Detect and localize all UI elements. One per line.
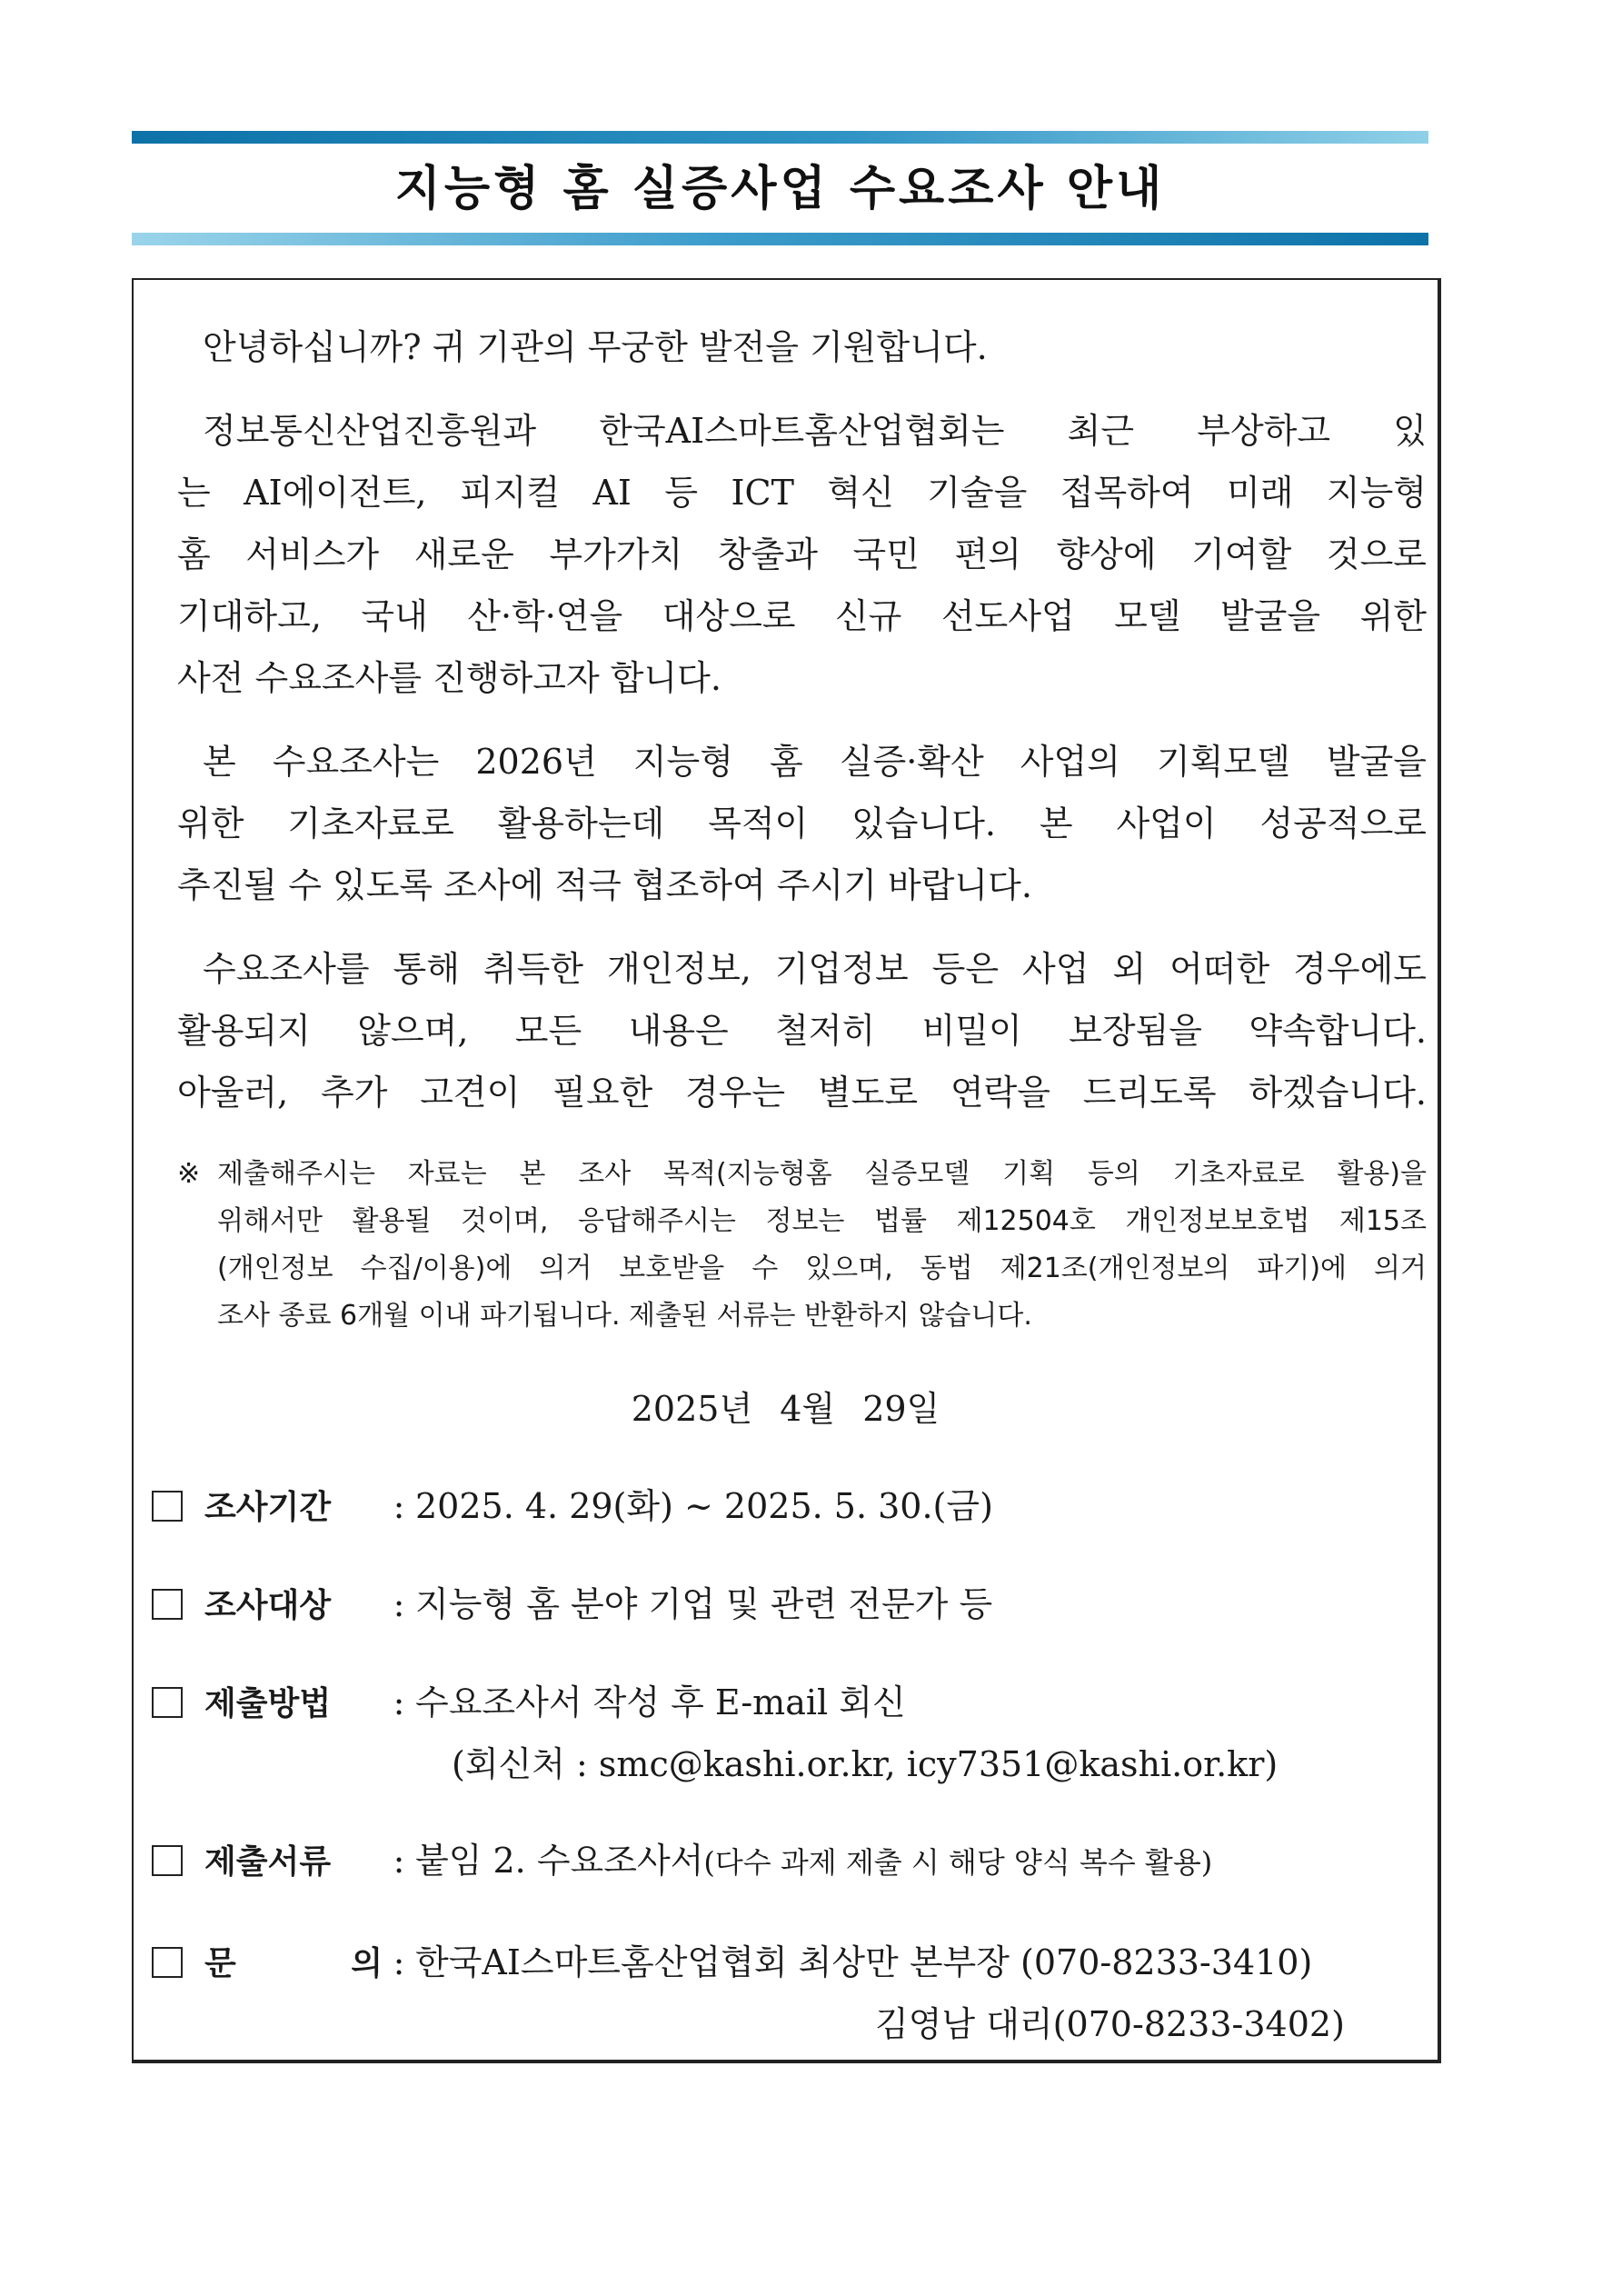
checkbox-icon [152,1845,183,1876]
item-inquiry [152,1932,1424,2054]
item-colon: : [393,1841,405,1881]
paragraph-line: 사전 수요조사를 진행하고자 합니다. [177,658,721,698]
item-target [152,1574,1424,1636]
reply-address: (회신처 : smc@kashi.or.kr, icy7351@kashi.or.kr) [452,1744,1279,1784]
paragraph-line: 추진될 수 있도록 조사에 적극 협조하여 주시기 바랍니다. [177,865,1032,905]
item-colon: : [393,1486,405,1526]
item-colon: : [393,1682,405,1722]
notice-date: 2025년 4월 29일 [631,1389,940,1429]
paragraph-line: 수요조사를 통해 취득한 개인정보, 기업정보 등은 사업 외 어떠한 경우에도 [203,949,1427,989]
paragraph-line: 정보통신산업진흥원과 한국AI스마트홈산업협회는 최근 부상하고 있 [203,411,1427,451]
page-title: 지능형 홈 실증사업 수요조사 안내 [394,162,1166,216]
second-contact: 김영남 대리(070-8233-3402) [875,2004,1345,2044]
item-label: 문 의 [204,1945,383,1982]
greeting [177,316,1427,378]
item-value: 한국AI스마트홈산업협회 최상만 본부장 (070-8233-3410) [415,1942,1313,1982]
item-label: 조사대상 [204,1587,332,1624]
paragraph-purpose [177,731,1427,916]
item-value: 붙임 2. 수요조사서 [415,1841,704,1881]
checkbox-icon [152,1947,183,1978]
checkbox-icon [152,1687,183,1718]
item-method [152,1672,1424,1794]
title-band-bottom [132,233,1428,245]
privacy-note [177,1151,1427,1340]
paragraph-line: 활용되지 않으며, 모든 내용은 철저히 비밀이 보장됨을 약속합니다. [177,1011,1427,1051]
item-period [152,1476,1424,1538]
reference-mark: ※ [177,1158,201,1190]
paragraph-line: 아울러, 추가 고견이 필요한 경우는 별도로 연락을 드리도록 하겠습니다. [177,1073,1427,1113]
paragraph-line: 홈 서비스가 새로운 부가가치 창출과 국민 편의 향상에 기여할 것으로 [177,534,1427,574]
item-value: 2025. 4. 29(화) ~ 2025. 5. 30.(금) [415,1486,993,1526]
item-label: 조사기간 [204,1489,332,1526]
item-value: 수요조사서 작성 후 E-mail 회신 [415,1682,906,1722]
item-label: 제출방법 [204,1685,332,1722]
checkbox-icon [152,1589,183,1620]
checkbox-icon [152,1491,183,1522]
paragraph-line: 위한 기초자료로 활용하는데 목적이 있습니다. 본 사업이 성공적으로 [177,804,1427,844]
paragraph-intro [177,400,1427,709]
note-line: 제출해주시는 자료는 본 조사 목적(지능형홈 실증모델 기획 등의 기초자료로 활용)을 [217,1158,1427,1190]
item-value: 지능형 홈 분야 기업 및 관련 전문가 등 [415,1584,993,1624]
notice-box [132,278,1441,2063]
title-band-top [132,131,1428,144]
item-colon: : [393,1584,405,1624]
paragraph-line: 기대하고, 국내 산·학·연을 대상으로 신규 선도사업 모델 발굴을 위한 [177,596,1427,636]
note-line: 조사 종료 6개월 이내 파기됩니다. 제출된 서류는 반환하지 않습니다. [217,1300,1032,1332]
item-label: 제출서류 [204,1843,332,1881]
greeting-text: 안녕하십니까? 귀 기관의 무궁한 발전을 기원합니다. [203,327,988,367]
item-colon: : [393,1942,405,1982]
item-documents [152,1831,1424,1892]
paragraph-privacy [177,938,1427,1123]
item-subnote: (다수 과제 제출 시 해당 양식 복수 활용) [703,1845,1213,1880]
paragraph-line: 는 AI에이전트, 피지컬 AI 등 ICT 혁신 기술을 접목하여 미래 지능형 [177,473,1427,513]
note-line: 위해서만 활용될 것이며, 응답해주시는 정보는 법률 제12504호 개인정보보호법 제15조 [217,1205,1427,1237]
note-line: (개인정보 수집/이용)에 의거 보호받을 수 있으며, 동법 제21조(개인정보의 파기)에 의거 [217,1253,1427,1284]
paragraph-line: 본 수요조사는 2026년 지능형 홈 실증·확산 사업의 기획모델 발굴을 [203,742,1427,782]
